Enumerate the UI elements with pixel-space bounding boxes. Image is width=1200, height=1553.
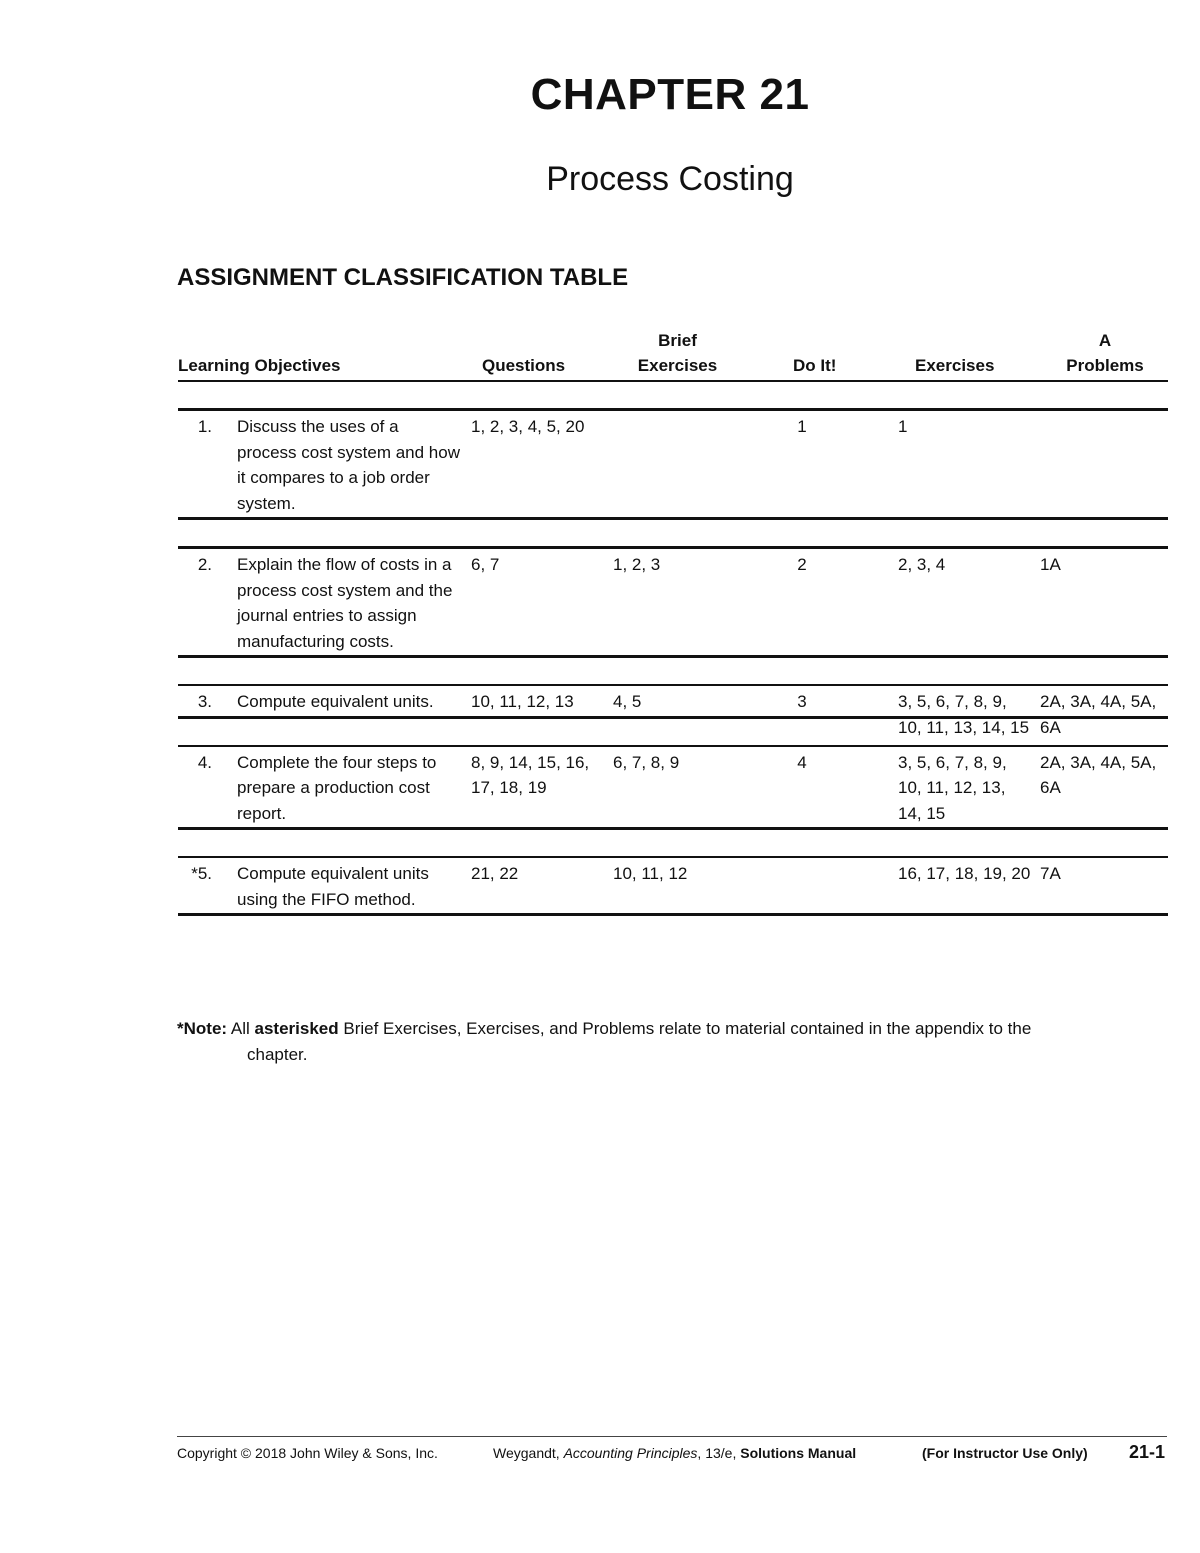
brief-exercises-cell: 10, 11, 12 xyxy=(613,864,688,883)
brief-exercises-cell: 1, 2, 3 xyxy=(613,555,661,574)
chapter-title: CHAPTER 21 xyxy=(530,70,810,119)
exercises-cell: 1 xyxy=(898,417,908,436)
problems-cell: 2A, 3A, 4A, 5A, 6A xyxy=(1040,692,1157,737)
header-problems-line1: A xyxy=(1098,331,1112,350)
assignment-classification-table xyxy=(178,330,1168,916)
note-label: *Note: xyxy=(177,1019,228,1038)
note-all: All xyxy=(230,1019,250,1038)
note-line-2: chapter. xyxy=(247,1045,308,1064)
exercises-cell: 3, 5, 6, 7, 8, 9, 10, 11, 12, 13, 14, 15 xyxy=(898,752,1007,823)
questions-cell: 21, 22 xyxy=(471,864,519,883)
exercises-cell: 2, 3, 4 xyxy=(898,555,946,574)
objective-text: Explain the flow of costs in a process cost system and the journal entries to assign manufacturing costs. xyxy=(237,555,453,651)
objective-number: 4. xyxy=(197,752,212,772)
brief-exercises-cell: 6, 7, 8, 9 xyxy=(613,752,680,772)
header-learning-objectives: Learning Objectives xyxy=(178,356,341,375)
appendix-note xyxy=(177,1016,1162,1068)
footer-author: Weygandt, xyxy=(493,1445,560,1461)
chapter-subtitle: Process Costing xyxy=(546,160,794,198)
header-problems-line2: Problems xyxy=(1066,356,1144,375)
do-it-cell: 4 xyxy=(797,752,807,772)
do-it-cell: 3 xyxy=(797,692,807,711)
header-brief-line2: Exercises xyxy=(637,356,718,375)
table-row xyxy=(178,546,1168,658)
footer-book-title: Accounting Principles xyxy=(563,1445,698,1461)
footer-manual: Solutions Manual xyxy=(740,1445,857,1461)
header-questions: Questions xyxy=(482,356,566,375)
questions-cell: 10, 11, 12, 13 xyxy=(471,692,574,711)
note-line-1 xyxy=(177,1016,1162,1042)
table-row xyxy=(178,684,1168,737)
objective-number: 1. xyxy=(197,417,212,436)
header-brief-exercises xyxy=(630,328,725,378)
section-heading: ASSIGNMENT CLASSIFICATION TABLE xyxy=(177,264,629,291)
exercises-cell: 3, 5, 6, 7, 8, 9, 10, 11, 13, 14, 15 xyxy=(898,692,1030,737)
objective-number: *5. xyxy=(191,864,212,883)
footer-edition: , 13/e, xyxy=(697,1445,737,1461)
footer-divider xyxy=(177,1436,1167,1437)
footer-instructor-use: (For Instructor Use Only) xyxy=(922,1445,1088,1461)
footer-copyright: Copyright © 2018 John Wiley & Sons, Inc. xyxy=(177,1445,438,1461)
objective-text: Discuss the uses of a process cost system and how it compares to a job order system. xyxy=(237,417,460,513)
brief-exercises-cell: 4, 5 xyxy=(613,692,642,711)
page-number: 21-1 xyxy=(1128,1442,1165,1462)
problems-cell: 1A xyxy=(1040,555,1061,574)
objective-text: Complete the four steps to prepare a production cost report. xyxy=(237,752,437,823)
table-row xyxy=(178,408,1168,520)
do-it-cell: 1 xyxy=(797,417,807,436)
header-exercises: Exercises xyxy=(915,356,995,375)
questions-cell: 1, 2, 3, 4, 5, 20 xyxy=(471,417,585,436)
note-text: Brief Exercises, Exercises, and Problems relate to material contained in the appendix to the xyxy=(343,1019,1032,1038)
problems-cell: 2A, 3A, 4A, 5A, 6A xyxy=(1040,752,1157,797)
header-brief-line1: Brief xyxy=(658,331,697,350)
objective-text: Compute equivalent units using the FIFO method. xyxy=(237,864,429,909)
header-a-problems xyxy=(1059,328,1151,378)
table-row xyxy=(178,745,1168,831)
exercises-cell: 16, 17, 18, 19, 20 xyxy=(898,864,1031,883)
objective-number: 2. xyxy=(197,555,212,574)
questions-cell: 8, 9, 14, 15, 16, 17, 18, 19 xyxy=(471,752,590,797)
page-footer xyxy=(177,1442,1167,1466)
header-do-it: Do It! xyxy=(793,356,837,375)
objective-text: Compute equivalent units. xyxy=(237,692,434,711)
do-it-cell: 2 xyxy=(797,555,807,574)
objective-number: 3. xyxy=(197,692,212,711)
note-asterisked: asterisked xyxy=(254,1019,339,1038)
problems-cell: 7A xyxy=(1040,864,1061,883)
table-row xyxy=(178,856,1168,916)
questions-cell: 6, 7 xyxy=(471,555,500,574)
footer-book-reference xyxy=(493,1445,856,1461)
table-header xyxy=(178,330,1168,382)
